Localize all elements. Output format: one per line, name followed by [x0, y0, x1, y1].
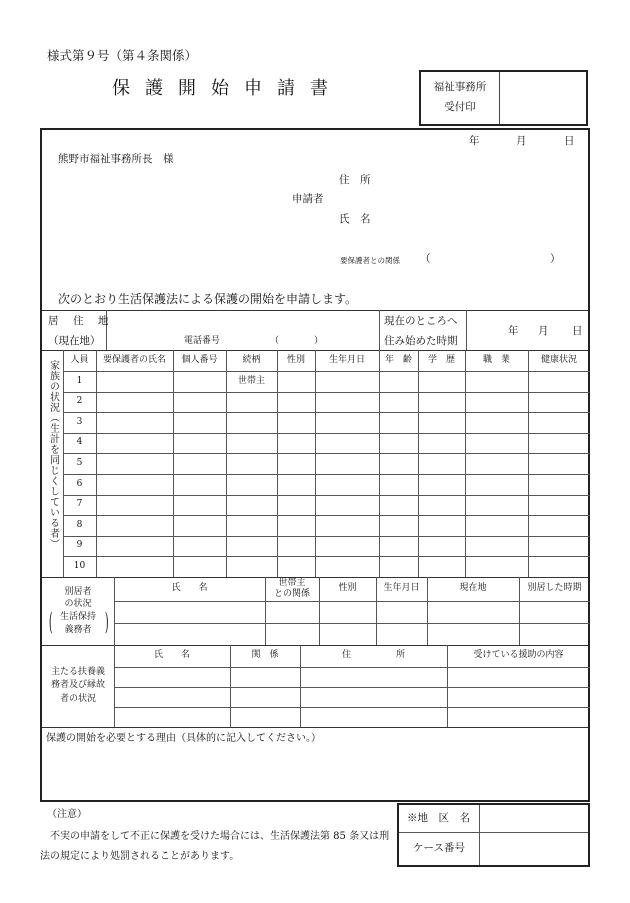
- divider: [42, 310, 588, 311]
- row-number: 7: [76, 499, 83, 510]
- column-header: 性別: [286, 354, 305, 365]
- table-cell[interactable]: [379, 495, 418, 516]
- table-cell[interactable]: [226, 556, 277, 577]
- table-cell[interactable]: [447, 707, 590, 727]
- table-cell[interactable]: [315, 515, 379, 536]
- separated-label-line2: の状況: [64, 599, 92, 610]
- separated-label-line4: 義務者: [64, 624, 92, 635]
- table-cell[interactable]: [418, 495, 465, 516]
- column-header: 生年月日: [383, 583, 420, 594]
- table-cell[interactable]: [300, 667, 447, 687]
- table-cell[interactable]: [96, 536, 173, 557]
- row-number: 5: [76, 458, 83, 469]
- table-cell[interactable]: [465, 412, 528, 433]
- table-cell[interactable]: [114, 601, 265, 623]
- table-cell[interactable]: [528, 412, 590, 433]
- table-cell[interactable]: [114, 667, 230, 687]
- table-cell[interactable]: [300, 707, 447, 727]
- stamp-label-line1: 福祉事務所: [433, 81, 487, 94]
- table-cell[interactable]: [418, 474, 465, 495]
- column-header: 続柄: [242, 354, 261, 365]
- table-cell[interactable]: [96, 433, 173, 454]
- date-day-label: 日: [564, 135, 575, 147]
- supporters-label-line1: 主たる扶養義: [50, 666, 105, 677]
- table-cell[interactable]: [226, 515, 277, 536]
- table-cell[interactable]: [528, 433, 590, 454]
- table-cell[interactable]: [379, 453, 418, 474]
- table-cell[interactable]: [277, 536, 315, 557]
- table-cell[interactable]: [96, 515, 173, 536]
- table-cell[interactable]: [173, 453, 226, 474]
- table-cell[interactable]: [376, 623, 427, 645]
- table-cell[interactable]: [465, 433, 528, 454]
- row-number: 6: [76, 478, 83, 489]
- residence-sublabel: （現在地）: [48, 335, 101, 347]
- table-cell[interactable]: [418, 412, 465, 433]
- table-cell[interactable]: [173, 495, 226, 516]
- table-cell[interactable]: [315, 495, 379, 516]
- table-cell[interactable]: [528, 474, 590, 495]
- column-header: 性別: [338, 583, 357, 594]
- table-cell[interactable]: [315, 556, 379, 577]
- table-cell[interactable]: [465, 474, 528, 495]
- table-cell[interactable]: [379, 392, 418, 413]
- move-in-day: 日: [572, 325, 583, 337]
- table-cell[interactable]: [114, 623, 265, 645]
- table-cell[interactable]: [418, 515, 465, 536]
- table-cell[interactable]: [427, 601, 519, 623]
- table-cell[interactable]: [427, 623, 519, 645]
- table-cell[interactable]: [418, 433, 465, 454]
- table-cell[interactable]: [173, 392, 226, 413]
- table-cell[interactable]: [528, 371, 590, 392]
- row-number: 4: [76, 437, 83, 448]
- row-number: 2: [76, 396, 83, 407]
- table-cell[interactable]: [300, 687, 447, 707]
- head-of-household-label: 世帯主: [237, 375, 265, 386]
- column-header: 生年月日: [328, 354, 365, 365]
- applicant-address-label: 住 所: [339, 174, 371, 186]
- table-cell[interactable]: [226, 392, 277, 413]
- supporters-label: [42, 645, 114, 727]
- table-cell[interactable]: [418, 536, 465, 557]
- table-cell[interactable]: [173, 412, 226, 433]
- table-cell[interactable]: [265, 623, 319, 645]
- move-in-label-line1: 現在のところへ: [384, 315, 458, 327]
- table-cell[interactable]: [173, 433, 226, 454]
- applicant-address-field[interactable]: [382, 170, 572, 190]
- column-header: 年 齢: [384, 354, 412, 365]
- table-cell[interactable]: [447, 687, 590, 707]
- supporters-label-line3: 者の状況: [59, 693, 96, 704]
- phone-label: 電話番号: [184, 336, 221, 346]
- table-cell[interactable]: [465, 556, 528, 577]
- table-cell[interactable]: [315, 453, 379, 474]
- table-cell[interactable]: [319, 623, 376, 645]
- table-cell[interactable]: [528, 556, 590, 577]
- table-cell[interactable]: [528, 495, 590, 516]
- table-cell[interactable]: [96, 474, 173, 495]
- table-cell[interactable]: [465, 371, 528, 392]
- table-cell[interactable]: [96, 392, 173, 413]
- table-cell[interactable]: [418, 371, 465, 392]
- form-number: 様式第９号（第４条関係）: [47, 48, 198, 63]
- addressee: 熊野市福祉事務所長 様: [58, 153, 174, 165]
- separated-table: [114, 577, 590, 645]
- table-cell[interactable]: [277, 433, 315, 454]
- table-cell[interactable]: [447, 667, 590, 687]
- column-header-line2: との関係: [273, 589, 310, 599]
- table-cell[interactable]: [528, 392, 590, 413]
- table-cell[interactable]: [315, 474, 379, 495]
- table-cell[interactable]: [465, 515, 528, 536]
- table-cell[interactable]: [226, 453, 277, 474]
- column-header: 受けている援助の内容: [473, 650, 564, 661]
- page-title: 保護開始申請書: [112, 78, 343, 99]
- table-cell[interactable]: [379, 556, 418, 577]
- family-table: [63, 350, 590, 577]
- column-header-line1: 世帯主: [278, 577, 306, 588]
- date-year-label: 年: [469, 135, 480, 147]
- table-cell[interactable]: [114, 707, 230, 727]
- table-cell[interactable]: [465, 536, 528, 557]
- table-cell[interactable]: [96, 556, 173, 577]
- column-header: 別居した時期: [527, 583, 582, 594]
- phone-field[interactable]: （ ）: [270, 336, 326, 346]
- date-month-label: 月: [516, 135, 527, 147]
- relation-close-paren: ）: [550, 253, 561, 265]
- table-cell[interactable]: [277, 453, 315, 474]
- table-cell[interactable]: [226, 495, 277, 516]
- table-cell[interactable]: [519, 623, 590, 645]
- table-cell[interactable]: [315, 412, 379, 433]
- table-cell[interactable]: [277, 412, 315, 433]
- notes-heading: （注意）: [47, 809, 87, 820]
- table-cell[interactable]: [528, 453, 590, 474]
- table-cell[interactable]: [379, 515, 418, 536]
- supporters-table: [114, 645, 590, 727]
- table-cell[interactable]: [277, 556, 315, 577]
- district-label: ※地 区 名: [407, 812, 470, 824]
- column-header: 氏 名: [171, 583, 208, 594]
- table-cell[interactable]: [418, 556, 465, 577]
- table-cell[interactable]: [277, 392, 315, 413]
- table-cell[interactable]: [173, 515, 226, 536]
- table-cell[interactable]: [173, 536, 226, 557]
- applicant-label: 申請者: [292, 193, 324, 205]
- table-cell[interactable]: [277, 474, 315, 495]
- table-cell[interactable]: [376, 601, 427, 623]
- table-cell[interactable]: [315, 371, 379, 392]
- table-cell[interactable]: [315, 392, 379, 413]
- column-header: 学 歴: [427, 354, 455, 365]
- reception-stamp-area[interactable]: [500, 72, 586, 124]
- table-cell[interactable]: [226, 433, 277, 454]
- table-cell[interactable]: [528, 536, 590, 557]
- column-header: 健康状況: [540, 354, 577, 365]
- table-cell[interactable]: [226, 412, 277, 433]
- right-bracket-icon: ): [104, 608, 109, 636]
- family-side-label: 家族の状況（生計を同じくしている者）: [47, 360, 59, 549]
- row-number: 8: [76, 519, 83, 530]
- divider: [42, 727, 588, 728]
- row-number: 9: [76, 540, 83, 551]
- table-cell[interactable]: [230, 687, 300, 707]
- separated-label-line1: 別居者: [64, 586, 92, 597]
- table-cell[interactable]: [173, 556, 226, 577]
- table-cell[interactable]: [418, 392, 465, 413]
- table-cell[interactable]: [379, 433, 418, 454]
- move-in-month: 月: [538, 325, 549, 337]
- relation-open-paren: （: [420, 253, 431, 265]
- table-cell[interactable]: [315, 536, 379, 557]
- reception-stamp-box: [419, 70, 588, 126]
- table-cell[interactable]: [96, 371, 173, 392]
- column-header: 人員: [70, 354, 89, 365]
- reason-field[interactable]: [46, 750, 586, 800]
- table-cell[interactable]: [379, 371, 418, 392]
- table-cell[interactable]: [173, 474, 226, 495]
- column-header: 要保護者の氏名: [102, 354, 166, 365]
- divider: [399, 832, 588, 833]
- column-header: 住 所: [341, 650, 405, 661]
- stamp-label-line2: 受付印: [444, 101, 476, 113]
- row-number: 1: [76, 375, 83, 386]
- table-cell[interactable]: [465, 453, 528, 474]
- table-cell[interactable]: [96, 412, 173, 433]
- separated-label-line3: 生活保持: [59, 612, 96, 622]
- column-header: 職 業: [482, 354, 510, 365]
- table-cell[interactable]: [226, 536, 277, 557]
- column-header: 個人番号: [181, 354, 218, 365]
- table-cell[interactable]: [465, 392, 528, 413]
- table-cell[interactable]: [173, 371, 226, 392]
- application-form: [40, 128, 590, 802]
- table-cell[interactable]: [319, 601, 376, 623]
- column-header: 現在地: [459, 583, 487, 594]
- table-cell[interactable]: [418, 453, 465, 474]
- divider: [466, 310, 467, 350]
- reception-stamp-label: [421, 72, 500, 124]
- column-header: [265, 577, 319, 601]
- table-cell[interactable]: [226, 474, 277, 495]
- applicant-name-field[interactable]: [382, 209, 572, 229]
- relation-field[interactable]: [434, 250, 544, 268]
- table-cell[interactable]: [277, 371, 315, 392]
- move-in-year: 年: [508, 325, 519, 337]
- office-use-box: [397, 803, 590, 867]
- table-cell[interactable]: [379, 412, 418, 433]
- table-cell[interactable]: [265, 601, 319, 623]
- table-cell[interactable]: [277, 515, 315, 536]
- relation-label: 要保護者との関係: [340, 256, 400, 265]
- residence-address-field[interactable]: [108, 312, 376, 330]
- application-statement: 次のとおり生活保護法による保護の開始を申請します。: [58, 292, 358, 306]
- table-cell[interactable]: [519, 601, 590, 623]
- table-cell[interactable]: [528, 515, 590, 536]
- table-cell[interactable]: [379, 474, 418, 495]
- row-number: 10: [73, 561, 86, 572]
- divider: [379, 310, 380, 350]
- table-cell[interactable]: [230, 707, 300, 727]
- supporters-label-line2: 務者及び縁故: [50, 680, 105, 691]
- district-field[interactable]: [481, 805, 588, 831]
- divider: [479, 805, 480, 865]
- reason-label: 保護の開始を必要とする理由（具体的に記入してください。）: [46, 733, 321, 744]
- table-cell[interactable]: [96, 495, 173, 516]
- residence-label: 居 住 地: [48, 315, 111, 327]
- table-cell[interactable]: [114, 687, 230, 707]
- applicant-name-label: 氏 名: [339, 213, 371, 225]
- case-number-field[interactable]: [481, 834, 588, 865]
- table-cell[interactable]: [465, 495, 528, 516]
- move-in-label-line2: 住み始めた時期: [384, 335, 458, 347]
- row-number: 3: [76, 416, 83, 427]
- separated-label: [42, 577, 114, 645]
- table-cell[interactable]: [96, 453, 173, 474]
- case-number-label: ケース番号: [413, 842, 465, 854]
- column-header: 関 係: [251, 650, 279, 661]
- notes-line1: 不実の申請をして不正に保護を受けた場合には、生活保護法第 85 条又は刑: [40, 831, 390, 842]
- table-cell[interactable]: [315, 433, 379, 454]
- table-cell[interactable]: [230, 667, 300, 687]
- column-header: 氏 名: [153, 650, 190, 661]
- notes-line2: 法の規定により処罰されることがあります。: [40, 851, 240, 862]
- left-bracket-icon: (: [48, 608, 53, 636]
- table-cell[interactable]: [277, 495, 315, 516]
- table-cell[interactable]: [379, 536, 418, 557]
